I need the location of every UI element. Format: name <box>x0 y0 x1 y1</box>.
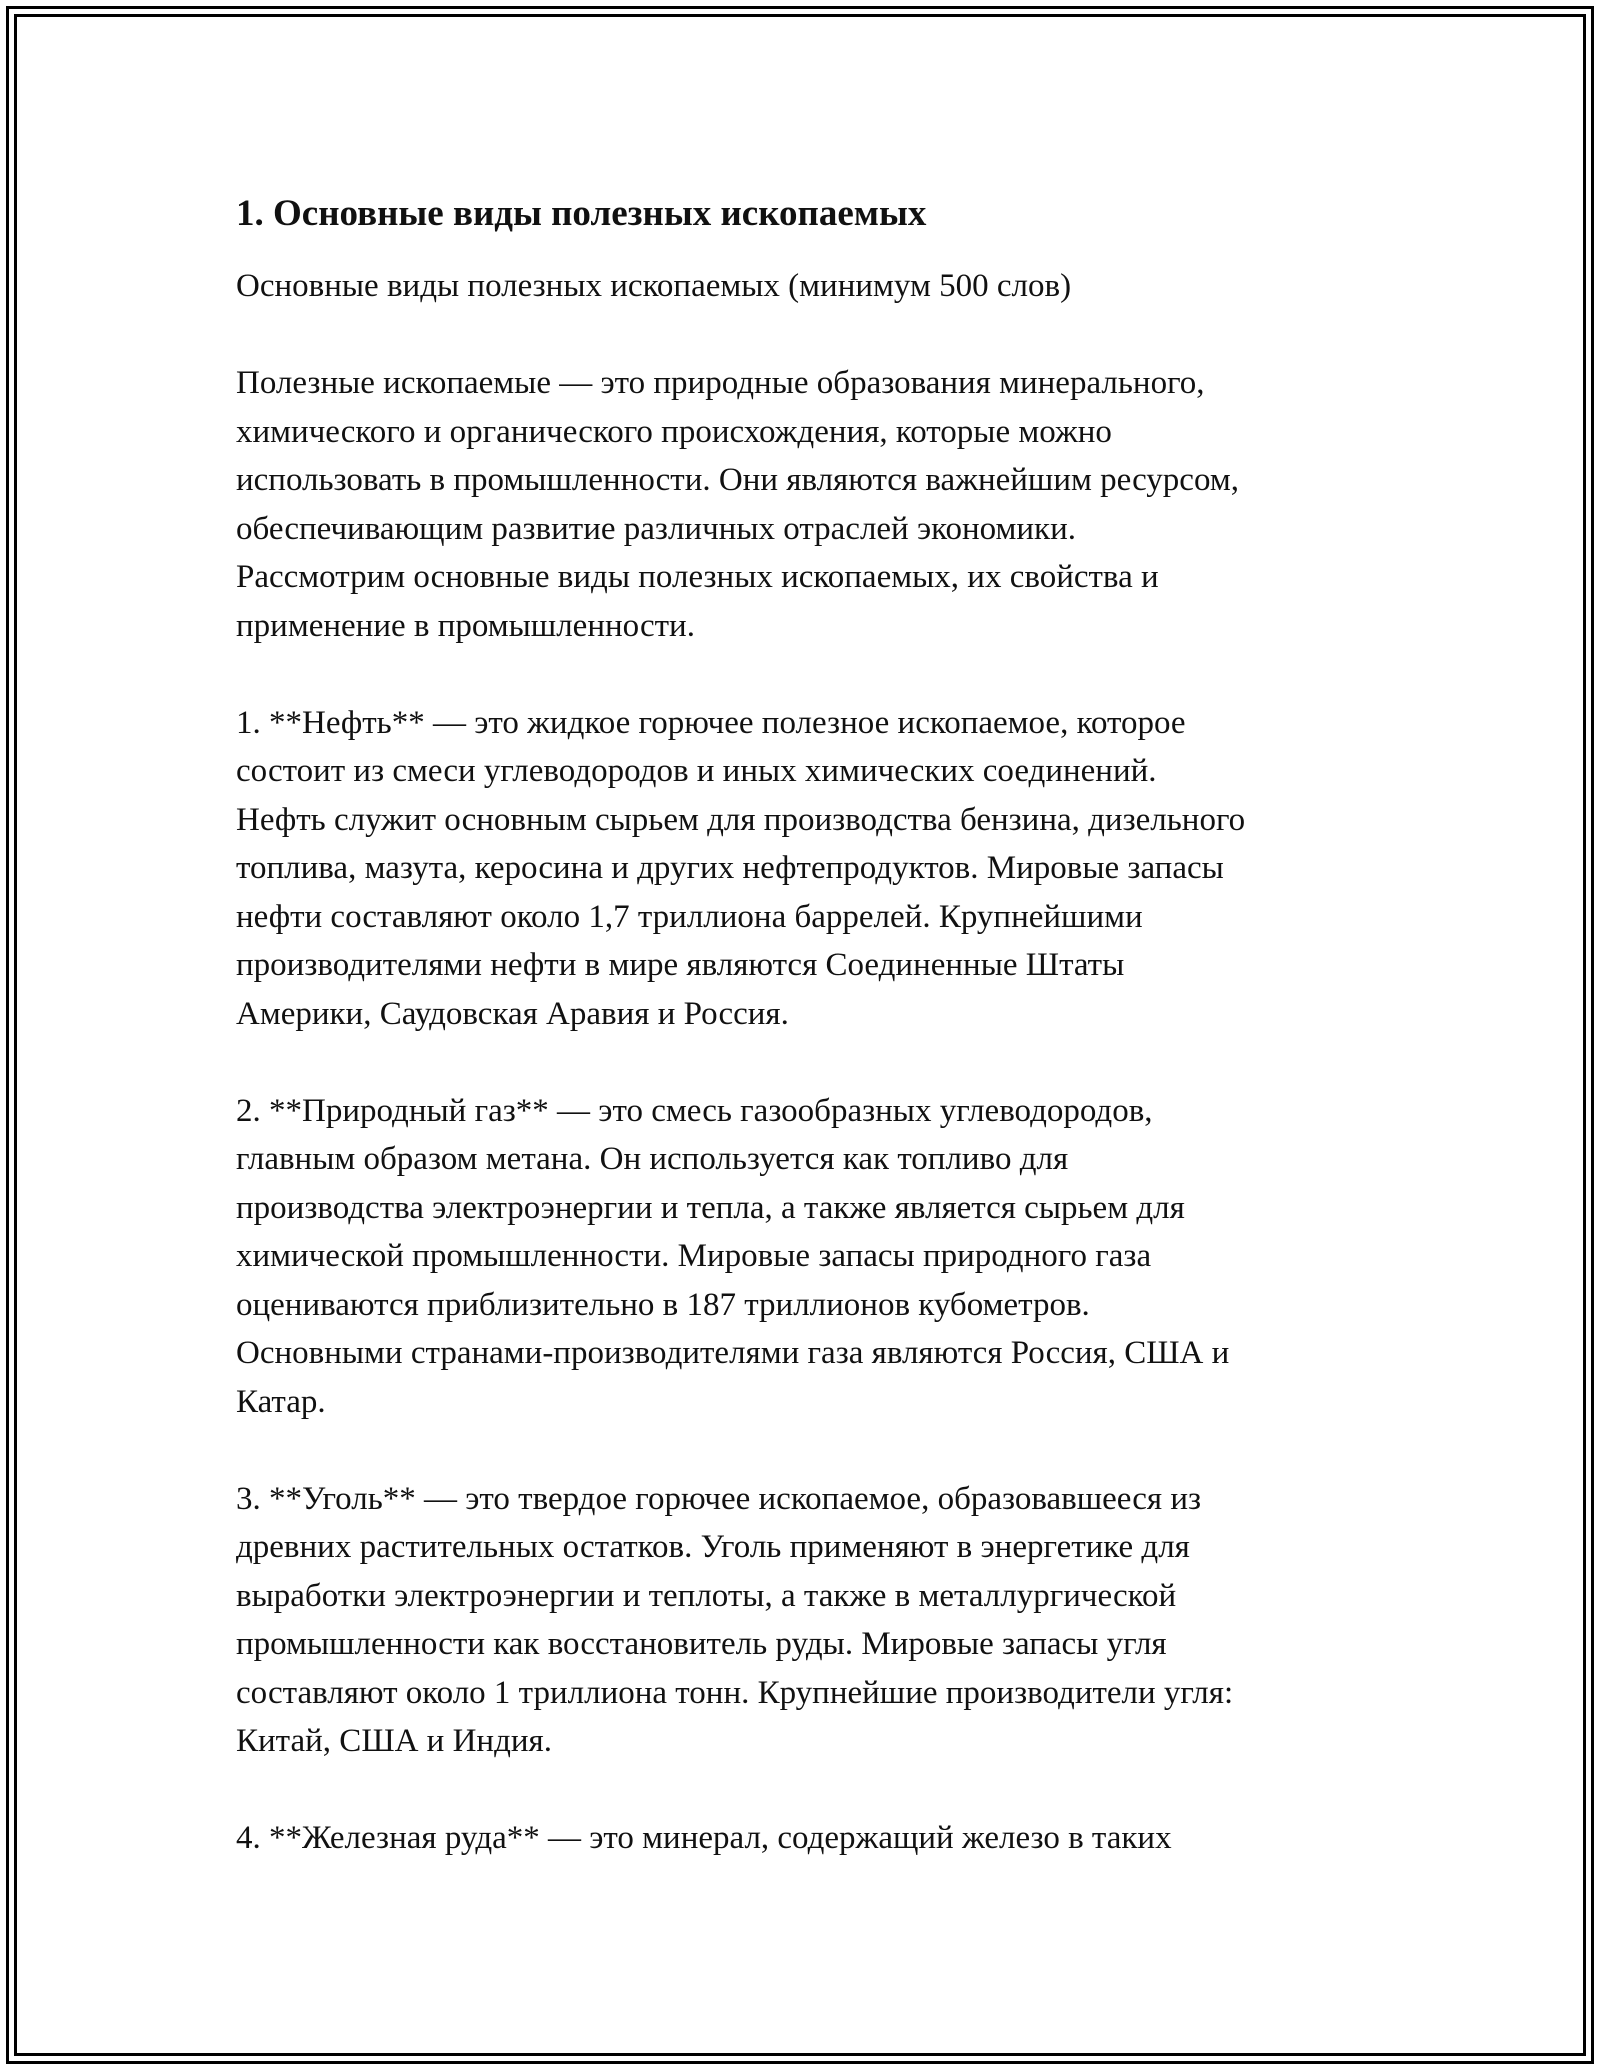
coal-paragraph <box>236 1475 1396 1766</box>
coal-line: составляют около 1 триллиона тонн. Крупнейшие производители угля: <box>236 1674 1234 1711</box>
gas-line: главным образом метана. Он используется как топливо для <box>236 1141 1069 1177</box>
intro-line: Рассмотрим основные виды полезных ископаемых, их свойства и <box>236 559 1159 595</box>
oil-line: топлива, мазута, керосина и других нефтепродуктов. Мировые запасы <box>236 850 1224 886</box>
oil-line: нефти составляют около 1,7 триллиона баррелей. Крупнейшими <box>236 898 1143 935</box>
gas-line: производства электроэнергии и тепла, а также является сырьем для <box>236 1189 1185 1226</box>
gas-line: Основными странами-производителями газа являются Россия, США и <box>236 1335 1230 1371</box>
oil-line: производителями нефти в мире являются Соединенные Штаты <box>236 947 1125 983</box>
oil-line: состоит из смеси углеводородов и иных химических соединений. <box>236 753 1157 789</box>
gas-line: 2. **Природный газ** — это смесь газообразных углеводородов, <box>236 1092 1153 1129</box>
intro-line: использовать в промышленности. Они являются важнейшим ресурсом, <box>236 462 1239 498</box>
intro-line: Полезные ископаемые — это природные образования минерального, <box>236 365 1205 401</box>
document-body <box>236 188 1396 1863</box>
oil-line: 1. **Нефть** — это жидкое горючее полезное ископаемое, которое <box>236 704 1186 741</box>
intro-line: применение в промышленности. <box>236 607 695 644</box>
coal-line: древних растительных остатков. Уголь применяют в энергетике для <box>236 1529 1190 1565</box>
gas-line: химической промышленности. Мировые запасы природного газа <box>236 1238 1152 1274</box>
intro-paragraph <box>236 359 1396 650</box>
coal-line: 3. **Уголь** — это твердое горючее ископаемое, образовавшееся из <box>236 1480 1202 1517</box>
oil-line: Нефть служит основным сырьем для производства бензина, дизельного <box>236 801 1246 838</box>
subtitle-line: Основные виды полезных ископаемых (минимум 500 слов) <box>236 268 1072 304</box>
document-title: 1. Основные виды полезных ископаемых <box>236 193 927 234</box>
coal-line: выработки электроэнергии и теплоты, а также в металлургической <box>236 1577 1177 1614</box>
gas-line: оцениваются приблизительно в 187 триллионов кубометров. <box>236 1286 1090 1323</box>
oil-line: Америки, Саудовская Аравия и Россия. <box>236 995 789 1032</box>
intro-line: обеспечивающим развитие различных отраслей экономики. <box>236 510 1077 547</box>
iron-ore-line: 4. **Железная руда** — это минерал, содержащий железо в таких <box>236 1820 1172 1856</box>
gas-line: Катар. <box>236 1383 326 1420</box>
intro-line: химического и органического происхождения, которые можно <box>236 413 1112 450</box>
document-subtitle <box>236 262 1396 311</box>
coal-line: промышленности как восстановитель руды. Мировые запасы угля <box>236 1626 1167 1662</box>
coal-line: Китай, США и Индия. <box>236 1723 552 1759</box>
oil-paragraph <box>236 699 1396 1039</box>
gas-paragraph <box>236 1087 1396 1427</box>
iron-ore-paragraph <box>236 1814 1396 1863</box>
